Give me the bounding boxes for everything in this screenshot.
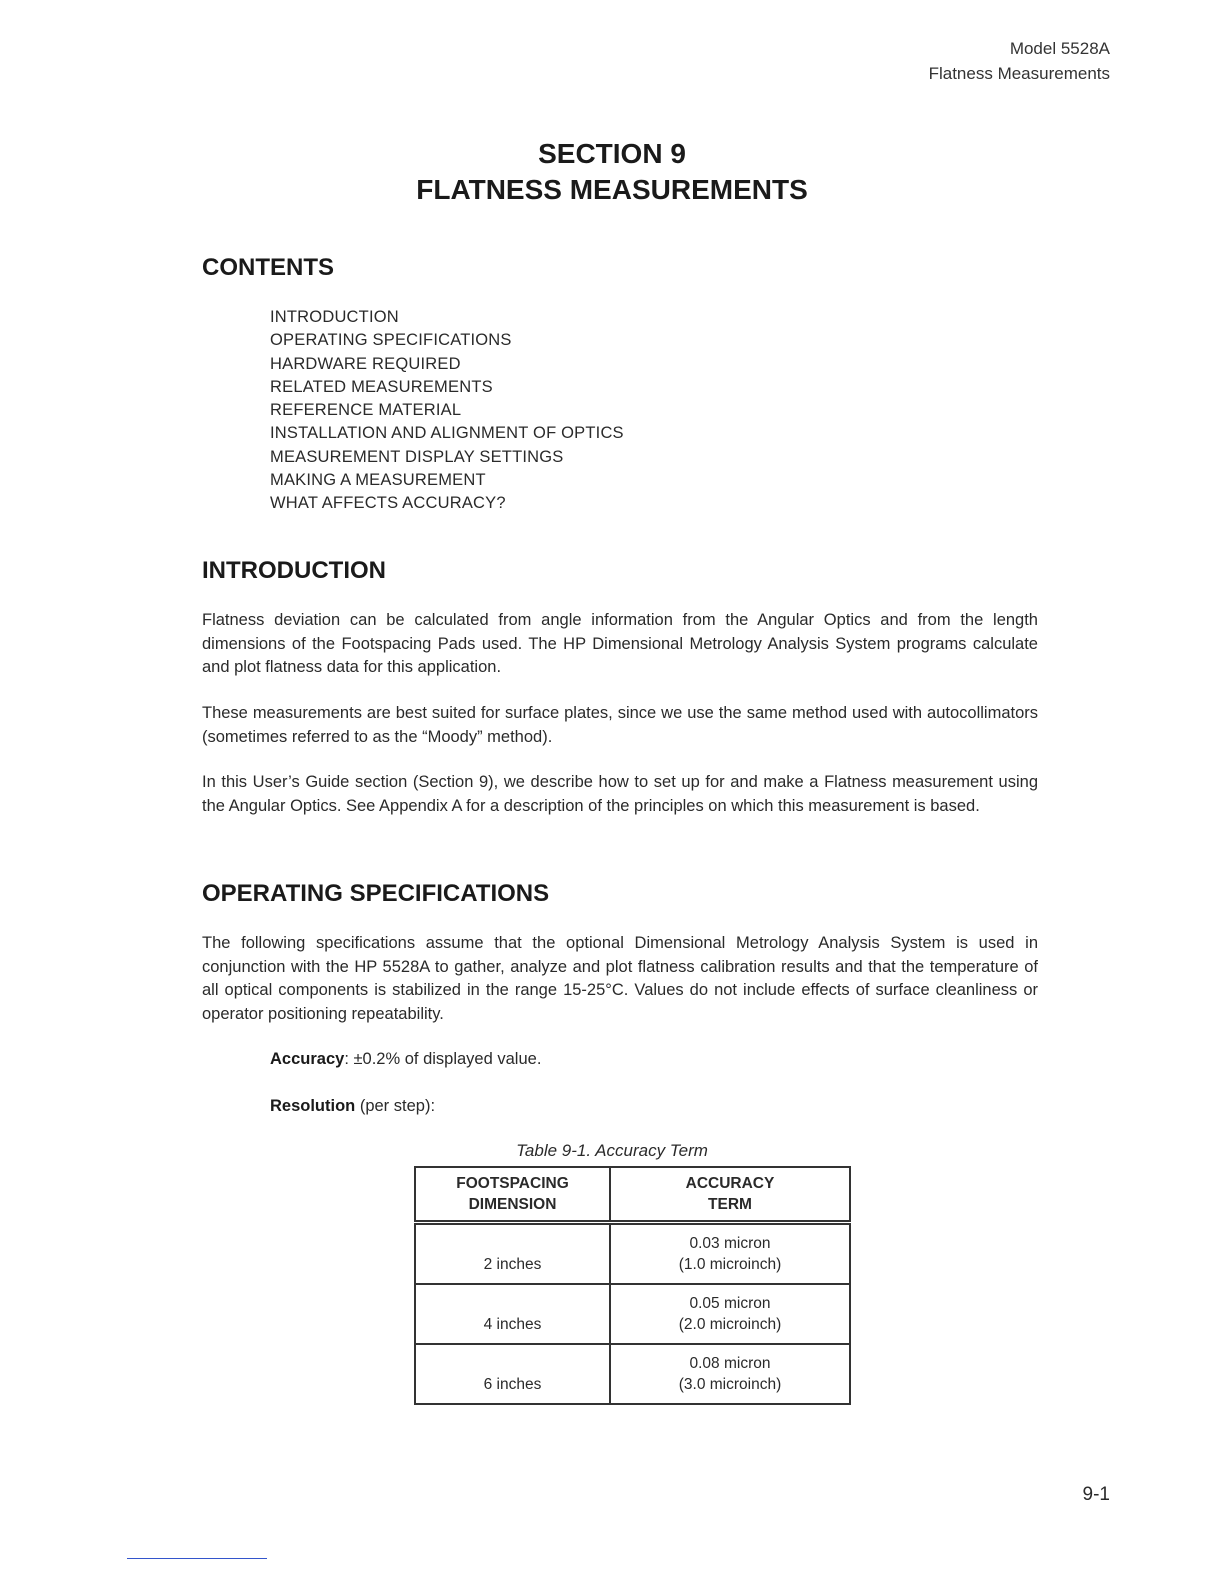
header-model: Model 5528A <box>1009 39 1110 58</box>
scan-artifact-divider <box>127 1558 267 1559</box>
accuracy-label: Accuracy <box>270 1050 345 1068</box>
column-header-dimension <box>415 1167 610 1223</box>
accuracy-value: : ±0.2% of displayed value. <box>344 1050 542 1068</box>
intro-paragraph-3: In this User’s Guide section (Section 9), we describe how to set up for and make a Flatness measurement using the Angular Optics. See Appendix A for a description of the principles on which this measurement is based. <box>202 773 1038 815</box>
header-chapter: Flatness Measurements <box>928 64 1110 83</box>
dimension-value: 4 inches <box>483 1315 542 1333</box>
column-header-line: FOOTSPACING <box>456 1175 569 1192</box>
accuracy-microinch: (2.0 microinch) <box>678 1316 782 1333</box>
table-row <box>415 1284 850 1344</box>
contents-item: MAKING A MEASUREMENT <box>270 471 486 490</box>
accuracy-microinch: (3.0 microinch) <box>678 1376 782 1393</box>
accuracy-micron: 0.03 micron <box>689 1235 771 1252</box>
contents-list <box>270 306 624 516</box>
accuracy-table <box>414 1166 851 1405</box>
section-number: SECTION 9 <box>538 138 686 169</box>
operating-specs-heading: OPERATING SPECIFICATIONS <box>202 880 550 907</box>
accuracy-microinch: (1.0 microinch) <box>678 1256 782 1273</box>
column-header-line: DIMENSION <box>468 1196 557 1213</box>
table-row <box>415 1223 850 1285</box>
contents-item: INTRODUCTION <box>270 308 399 326</box>
table-header-row <box>415 1167 850 1223</box>
contents-item: OPERATING SPECIFICATIONS <box>270 331 512 350</box>
accuracy-spec <box>270 1050 541 1069</box>
contents-item: INSTALLATION AND ALIGNMENT OF OPTICS <box>270 424 624 443</box>
dimension-value: 2 inches <box>483 1255 542 1273</box>
page-number: 9-1 <box>1082 1484 1110 1505</box>
accuracy-micron: 0.08 micron <box>689 1355 771 1372</box>
operating-specs-paragraph: The following specifications assume that the optional Dimensional Metrology Analysis System is used in conjunction with the HP 5528A to gather, analyze and plot flatness calibration results and that the temperature of all optical components is stabilized in the range 15-25°C. Values do not include effects of surface cleanliness or operator positioning repeatability. <box>202 934 1038 1023</box>
dimension-cell <box>415 1344 610 1404</box>
table-caption: Table 9-1. Accuracy Term <box>516 1141 708 1160</box>
table-row <box>415 1344 850 1404</box>
running-header <box>929 36 1110 86</box>
dimension-value: 6 inches <box>483 1375 542 1393</box>
resolution-label: Resolution <box>270 1097 356 1115</box>
column-header-line: TERM <box>708 1196 752 1213</box>
dimension-cell <box>415 1284 610 1344</box>
contents-heading: CONTENTS <box>202 254 334 281</box>
contents-item: HARDWARE REQUIRED <box>270 354 461 373</box>
contents-item: REFERENCE MATERIAL <box>270 401 462 420</box>
intro-paragraph-1: Flatness deviation can be calculated from angle information from the Angular Optics and from the length dimensions of the Footspacing Pads used. The HP Dimensional Metrology Analysis System programs calculate and plot flatness data for this application. <box>202 611 1038 676</box>
dimension-cell <box>415 1223 610 1285</box>
accuracy-cell <box>610 1344 850 1404</box>
section-title: FLATNESS MEASUREMENTS <box>416 174 808 205</box>
contents-item: WHAT AFFECTS ACCURACY? <box>270 494 506 513</box>
contents-item: RELATED MEASUREMENTS <box>270 377 493 396</box>
intro-paragraph-2: These measurements are best suited for surface plates, since we use the same method used with autocollimators (sometimes referred to as the “Moody” method). <box>202 704 1038 746</box>
accuracy-cell <box>610 1223 850 1285</box>
resolution-value: (per step): <box>355 1097 436 1115</box>
accuracy-micron: 0.05 micron <box>689 1295 771 1312</box>
contents-item: MEASUREMENT DISPLAY SETTINGS <box>270 447 564 466</box>
column-header-accuracy <box>610 1167 850 1223</box>
introduction-heading: INTRODUCTION <box>202 557 386 584</box>
accuracy-cell <box>610 1284 850 1344</box>
column-header-line: ACCURACY <box>685 1175 775 1192</box>
resolution-spec <box>270 1097 435 1116</box>
